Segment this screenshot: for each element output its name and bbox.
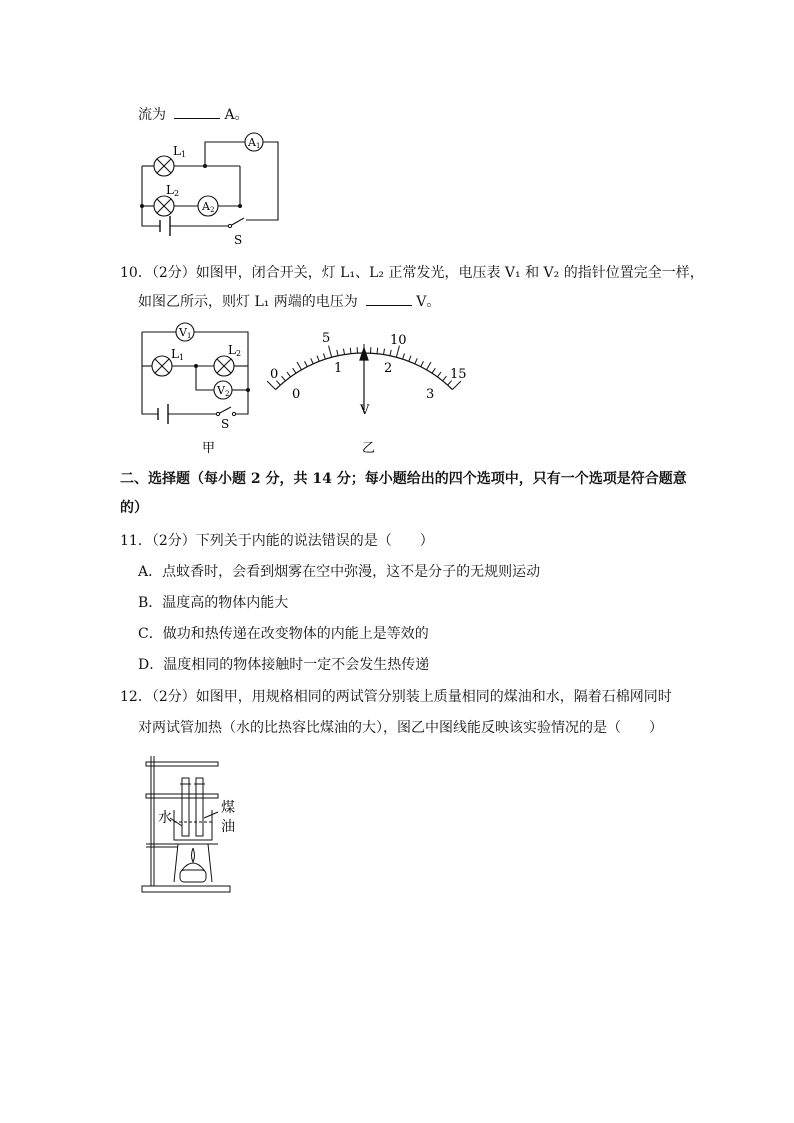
q10-stem-line1: 如图甲，闭合开关，灯 L₁、L₂ 正常发光，电压表 V₁ 和 V₂ 的指针位置完全一样， bbox=[195, 265, 704, 281]
q12-label-water: 水 bbox=[158, 810, 172, 826]
q12-label-kerosene-1: 煤 bbox=[221, 800, 235, 816]
dial-tick bbox=[437, 372, 441, 377]
section-2-heading-line1: 二、选择题（每小题 2 分，共 14 分；每小题给出的四个选项中，只有一个选项是符合题意 bbox=[120, 471, 687, 487]
q12-stem-line1: 12．（2分）如图甲，用规格相同的两试管分别装上质量相同的煤油和水，隔着石棉网同时 bbox=[120, 689, 672, 705]
q10-caption-jia: 甲 bbox=[202, 441, 216, 456]
dial-tick bbox=[324, 353, 326, 359]
dial-tick bbox=[427, 362, 432, 370]
dial-outer-label-15: 15 bbox=[450, 367, 467, 382]
dial-tick bbox=[377, 348, 378, 354]
dial-outer-label-10: 10 bbox=[390, 333, 407, 348]
section-2-heading-line2: 的） bbox=[120, 500, 148, 516]
q9-prefix: 流为 bbox=[138, 107, 166, 123]
q10-voltmeter-v1: V1 bbox=[179, 326, 192, 340]
dial-unit-label: V bbox=[360, 403, 370, 418]
q10-stem-line2: 如图乙所示，则灯 L₁ 两端的电压为 bbox=[138, 294, 358, 310]
q10-line1 bbox=[120, 262, 704, 282]
q9-ammeter-a2: A2 bbox=[202, 200, 215, 214]
q11-option-b[interactable]: B．温度高的物体内能大 bbox=[138, 595, 289, 611]
dial-tick bbox=[267, 381, 275, 389]
q12-heating-apparatus bbox=[138, 752, 248, 898]
q9-tail bbox=[138, 104, 249, 124]
dial-inner-label-0: 0 bbox=[292, 387, 301, 402]
dial-tick bbox=[287, 372, 291, 377]
q11-option-d[interactable]: D．温度相同的物体接触时一定不会发生热传递 bbox=[138, 657, 430, 673]
dial-needle-tip bbox=[360, 348, 368, 360]
dial-tick bbox=[384, 349, 385, 355]
dial-tick bbox=[390, 350, 391, 356]
dial-tick bbox=[415, 358, 417, 363]
dial-tick bbox=[282, 376, 286, 381]
q12-label-kerosene-2: 油 bbox=[221, 819, 235, 835]
dial-tick bbox=[432, 368, 435, 373]
q9-label-l1: L1 bbox=[173, 144, 187, 159]
q10-switch-label: S bbox=[221, 417, 230, 431]
dial-tick bbox=[350, 348, 351, 354]
q9-answer-blank[interactable] bbox=[174, 106, 220, 119]
dial-inner-label-1: 1 bbox=[334, 361, 343, 376]
q10-voltmeter-v2: V2 bbox=[217, 384, 230, 398]
dial-tick bbox=[297, 362, 302, 370]
dial-tick bbox=[317, 356, 319, 362]
q10-voltmeter-dial bbox=[262, 328, 472, 456]
q10-answer-blank[interactable] bbox=[366, 293, 412, 306]
dial-tick bbox=[344, 349, 345, 355]
q9-switch-label: S bbox=[234, 233, 243, 247]
q10-suffix: V。 bbox=[416, 294, 441, 310]
q10-label-l1: L1 bbox=[171, 347, 185, 362]
dial-outer-label-0: 0 bbox=[270, 367, 279, 382]
dial-tick bbox=[452, 381, 460, 389]
q11-option-a[interactable]: A．点蚊香时，会看到烟雾在空中弥漫，这不是分子的无规则运动 bbox=[138, 564, 541, 580]
q9-suffix: A。 bbox=[224, 107, 249, 123]
dial-inner-label-3: 3 bbox=[426, 387, 435, 402]
q11-stem: 11．（2分）下列关于内能的说法错误的是（ ） bbox=[120, 533, 434, 549]
q9-circuit-diagram bbox=[130, 128, 290, 250]
dial-tick bbox=[443, 376, 447, 381]
dial-tick bbox=[329, 346, 332, 358]
dial-tick bbox=[421, 361, 424, 366]
q9-ammeter-a1: A1 bbox=[248, 136, 261, 150]
dial-tick bbox=[403, 353, 405, 359]
q10-label-l2: L2 bbox=[228, 343, 242, 358]
q12-stem-line2: 对两试管加热（水的比热容比煤油的大），图乙中图线能反映该实验情况的是（ ） bbox=[138, 720, 663, 736]
q10-line2 bbox=[138, 291, 440, 311]
dial-tick bbox=[337, 350, 338, 356]
q11-option-c[interactable]: C．做功和热传递在改变物体的内能上是等效的 bbox=[138, 626, 429, 642]
q9-label-l2: L2 bbox=[166, 183, 180, 198]
q10-circuit-diagram bbox=[130, 318, 260, 456]
dial-inner-label-2: 2 bbox=[384, 361, 393, 376]
dial-tick bbox=[311, 358, 313, 363]
dial-tick bbox=[293, 368, 296, 373]
q10-caption-yi: 乙 bbox=[362, 441, 376, 456]
dial-tick bbox=[305, 361, 308, 366]
q10-number: 10．（2分） bbox=[120, 265, 196, 281]
dial-outer-label-5: 5 bbox=[322, 331, 331, 346]
dial-tick bbox=[409, 356, 411, 362]
